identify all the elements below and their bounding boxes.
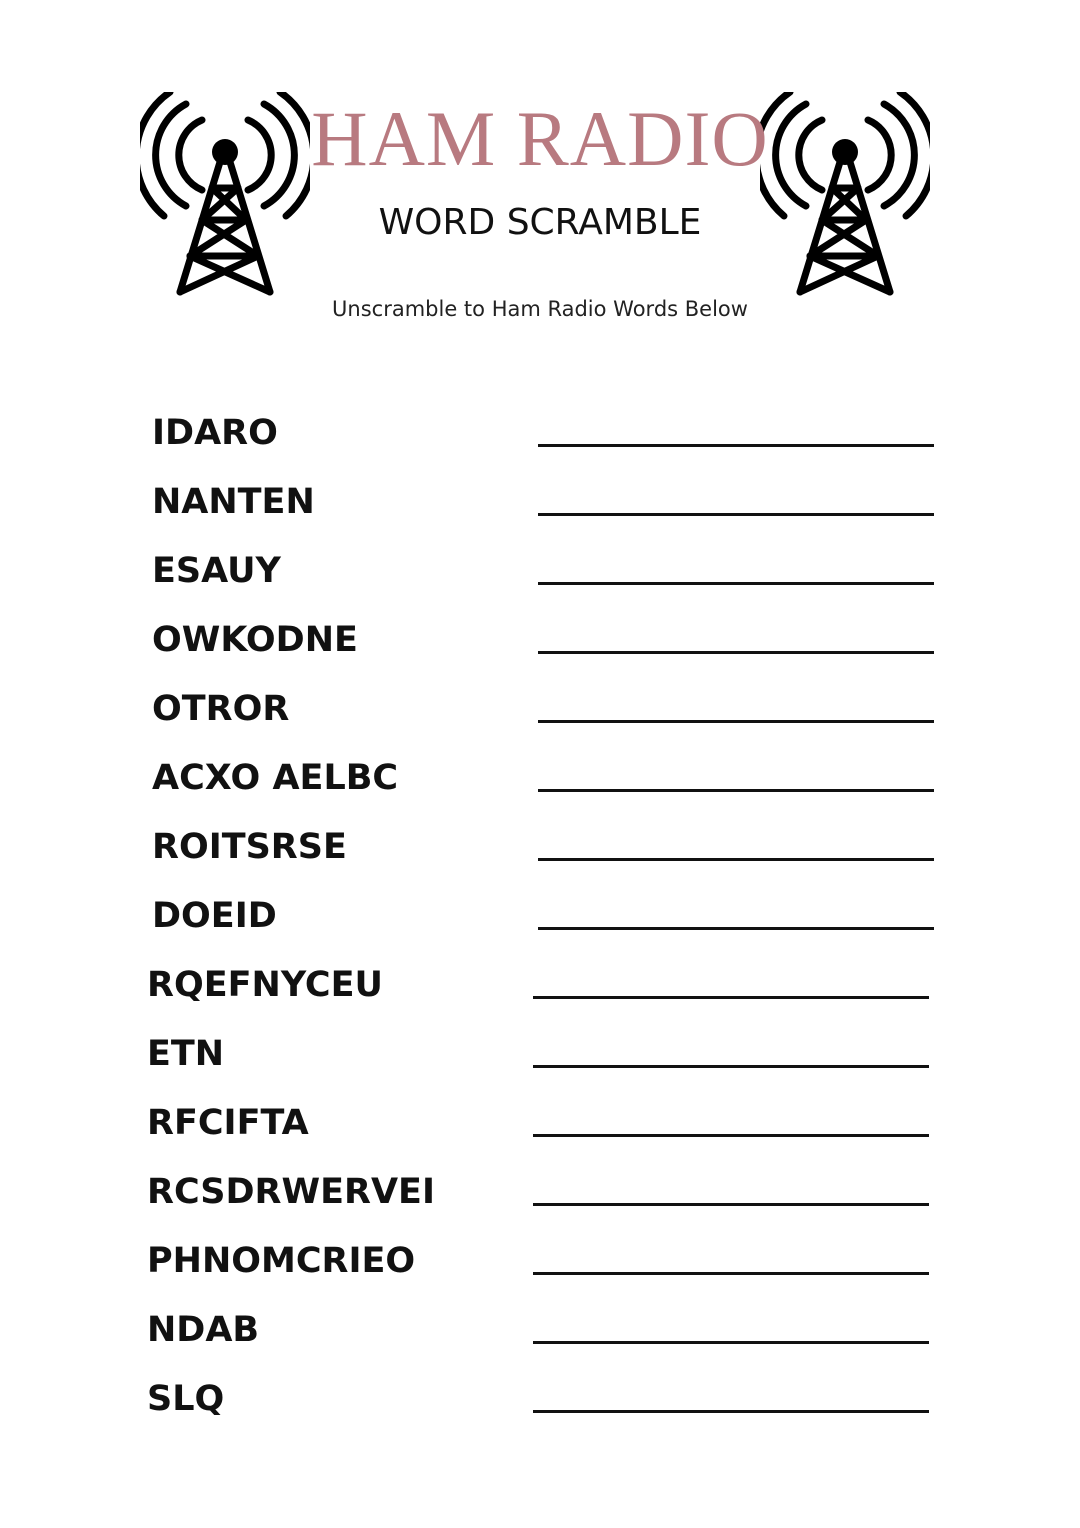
answer-input[interactable]: [538, 582, 934, 585]
answer-input[interactable]: [538, 651, 934, 654]
list-item: [147, 1098, 931, 1148]
list-item: [152, 408, 936, 458]
list-item: [147, 1236, 931, 1286]
scrambled-word: ETN: [147, 1034, 225, 1074]
list-item: [152, 891, 936, 941]
scrambled-word: RQEFNYCEU: [147, 965, 383, 1005]
list-item: [147, 1305, 931, 1355]
answer-input[interactable]: [533, 1341, 929, 1344]
answer-input[interactable]: [533, 1272, 929, 1275]
scrambled-word: ROITSRSE: [152, 827, 347, 867]
list-item: [152, 822, 936, 872]
scrambled-word: NANTEN: [152, 482, 315, 522]
list-item: [152, 615, 936, 665]
answer-input[interactable]: [538, 720, 934, 723]
list-item: [152, 753, 936, 803]
answer-input[interactable]: [533, 996, 929, 999]
answer-input[interactable]: [538, 858, 934, 861]
answer-input[interactable]: [538, 513, 934, 516]
scrambled-word: OTROR: [152, 689, 290, 729]
list-item: [152, 684, 936, 734]
answer-input[interactable]: [538, 789, 934, 792]
page-subtitle: WORD SCRAMBLE: [378, 202, 702, 243]
list-item: [152, 546, 936, 596]
list-item: [147, 1029, 931, 1079]
scrambled-word: NDAB: [147, 1310, 260, 1350]
scrambled-word: RCSDRWERVEI: [147, 1172, 435, 1212]
answer-input[interactable]: [533, 1203, 929, 1206]
page-title: HAM RADIO: [311, 95, 769, 182]
answer-input[interactable]: [538, 927, 934, 930]
scrambled-word: OWKODNE: [152, 620, 358, 660]
list-item: [147, 960, 931, 1010]
scrambled-word: IDARO: [152, 413, 278, 453]
scrambled-word: DOEID: [152, 896, 277, 936]
scrambled-word: SLQ: [147, 1379, 225, 1419]
answer-input[interactable]: [538, 444, 934, 447]
answer-input[interactable]: [533, 1410, 929, 1413]
scrambled-word: PHNOMCRIEO: [147, 1241, 416, 1281]
answer-input[interactable]: [533, 1134, 929, 1137]
list-item: [147, 1374, 931, 1424]
scrambled-word: ESAUY: [152, 551, 281, 591]
list-item: [147, 1167, 931, 1217]
answer-input[interactable]: [533, 1065, 929, 1068]
scrambled-word: ACXO AELBC: [152, 758, 399, 798]
scrambled-word: RFCIFTA: [147, 1103, 309, 1143]
instructions-text: Unscramble to Ham Radio Words Below: [332, 297, 748, 321]
list-item: [152, 477, 936, 527]
